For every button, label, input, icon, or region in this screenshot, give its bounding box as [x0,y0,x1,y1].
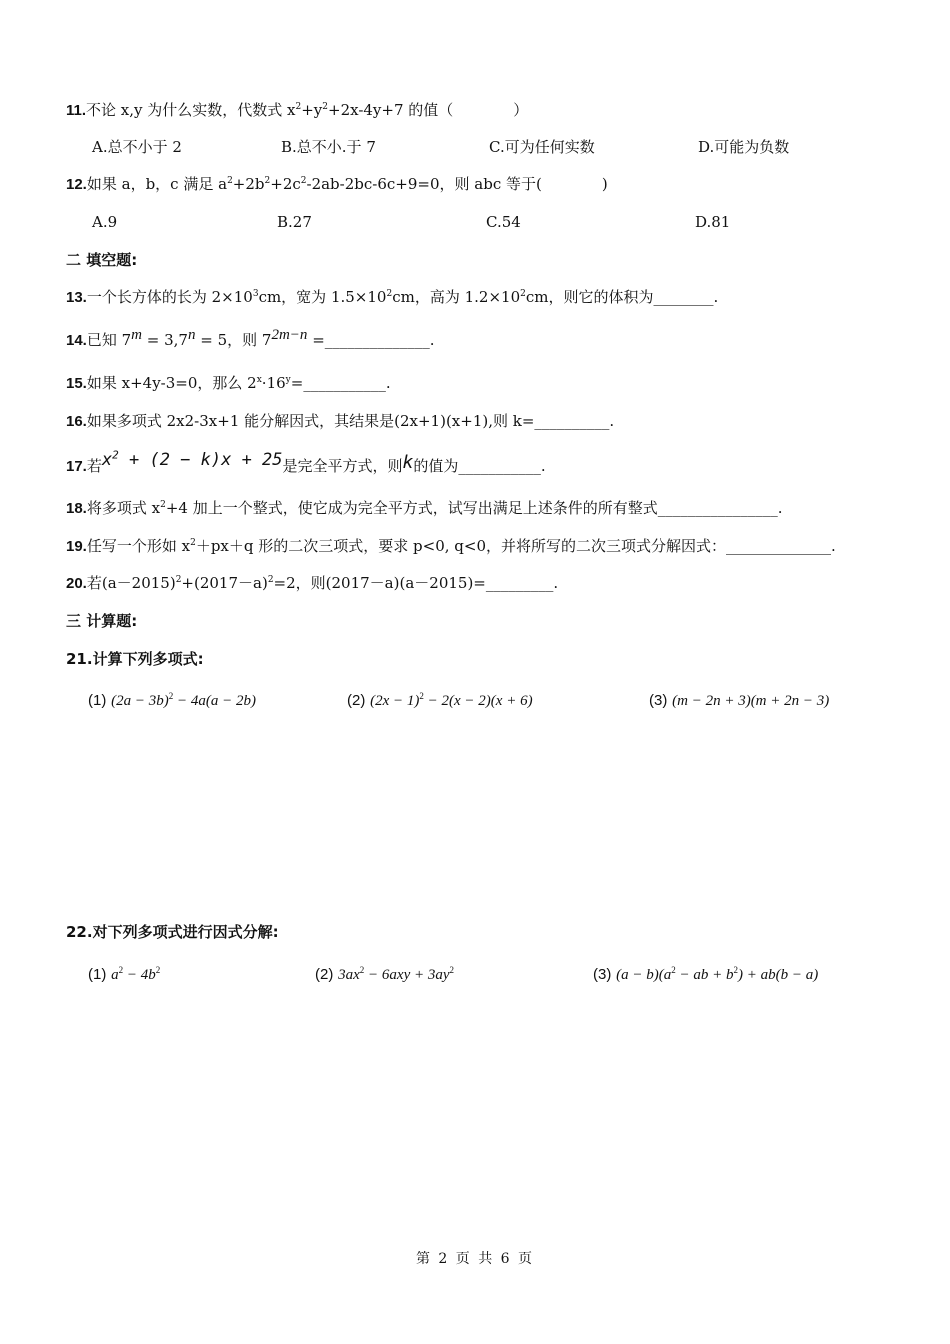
option-d[interactable]: D.可能为负数 [698,138,790,156]
question-stem: 如果 x+4y-3=0，那么 $2^x\cdot 16^y=\_\_\_\_\_\_\_\_\_\_\_$. [86,374,391,392]
question-number: 20. [66,575,87,592]
section-heading-calculation: 三 计算题: [66,612,138,630]
math-expression: $a^2 - 4b^2$ [111,965,161,983]
question-16 [66,411,614,432]
question-15 [66,373,391,394]
question-number: 11. [66,102,87,119]
question-number: 16. [66,413,87,430]
question-21-title: 21.计算下列多项式: [66,650,204,668]
option-a[interactable]: A.9 [92,213,118,231]
question-22-title: 22.对下列多项式进行因式分解: [66,923,279,941]
page-footer: 第 2 页 共 6 页 [415,1251,535,1267]
question-number: 12. [66,176,87,193]
question-stem: 若$x^2 + (2 - k)x + 25$是完全平方式，则k的值为___________. [86,448,546,475]
math-expression: $x^2 + (2 - k)x + 25$ [101,448,283,470]
option-b[interactable]: B.27 [277,213,312,231]
q21-item-2: (2) $(2x - 1)^2 - 2(x - 2)(x + 6)$ [347,691,533,709]
question-stem: 不论 x,y 为什么实数，代数式 $x^2+y^2+2x-4y+7$ 的值（ ） [86,101,529,119]
question-stem: 将多项式 $x^2+4$ 加上一个整式，使它成为完全平方式，试写出满足上述条件的所有整式________________. [86,499,783,517]
question-13 [66,287,718,308]
q21-item-1: (1) $(2a - 3b)^2 - 4a(a - 2b)$ [88,691,256,709]
question-14 [66,327,435,351]
option-d[interactable]: D.81 [695,213,731,231]
math-expression: (m − 2n + 3)(m + 2n − 3) [672,693,830,709]
q22-item-2: (2) $3ax^2 - 6axy + 3ay^2$ [315,965,455,983]
math-variable: k [402,452,414,473]
question-19 [66,536,836,557]
math-expression: $(a - b)(a^2$ − ab + $b^2) + ab(b - a)$ [616,965,819,983]
math-expression: $(2x - 1)^2 - 2(x - 2)(x + 6)$ [370,691,533,709]
question-number: 17. [66,458,87,475]
q22-item-3: (3) $(a - b)(a^2$ − ab + $b^2) + ab(b - a)$ [593,965,819,983]
option-a[interactable]: A.总不小于 2 [92,138,182,156]
question-11 [66,100,528,121]
option-c[interactable]: C.可为任何实数 [489,138,595,156]
question-number: 19. [66,538,87,555]
question-17 [66,448,546,477]
question-stem: 已知 $7^m = 3,7^n = 5$，则 $7^{2m-n}$ =______________. [86,327,435,349]
option-b[interactable]: B.总不小.于 7 [281,138,376,156]
q22-item-1: (1) $a^2 - 4b^2$ [88,965,161,983]
question-stem: 如果多项式 2x2-3x+1 能分解因式，其结果是(2x+1)(x+1),则 k=__________. [86,412,615,430]
section-heading-fill-blank: 二 填空题: [66,251,138,269]
question-number: 14. [66,332,87,349]
question-number: 15. [66,375,87,392]
question-stem: 任写一个形如 $x^2+px+q$ 形的二次三项式，要求 p<0, q<0，并将所写的二次三项式分解因式：______________. [86,537,836,555]
option-c[interactable]: C.54 [486,213,521,231]
question-stem: 若$(a-2015)^2+(2017-a)^2=2$，则(2017－a)(a－2015)=_________. [86,574,559,592]
question-20 [66,573,558,594]
question-stem: 一个长方体的长为 $2\times 10^3cm$，宽为 $1.5\times 10^2cm$，高为 $1.2\times 10^2cm$，则它的体积为________. [86,288,719,306]
question-18 [66,498,782,519]
question-12 [66,174,608,195]
question-number: 13. [66,289,87,306]
q21-item-3: (3) (m − 2n + 3)(m + 2n − 3) [649,692,830,709]
math-expression: $(2a - 3b)^2 - 4a(a - 2b)$ [111,691,256,709]
question-number: 18. [66,500,87,517]
question-stem: 如果 a，b，c 满足 $a^2+2b^2+2c^2-2ab-2bc-6c+9=0$，则 abc 等于( ) [86,175,608,193]
math-expression: $3ax^2 - 6axy + 3ay^2$ [338,965,455,983]
